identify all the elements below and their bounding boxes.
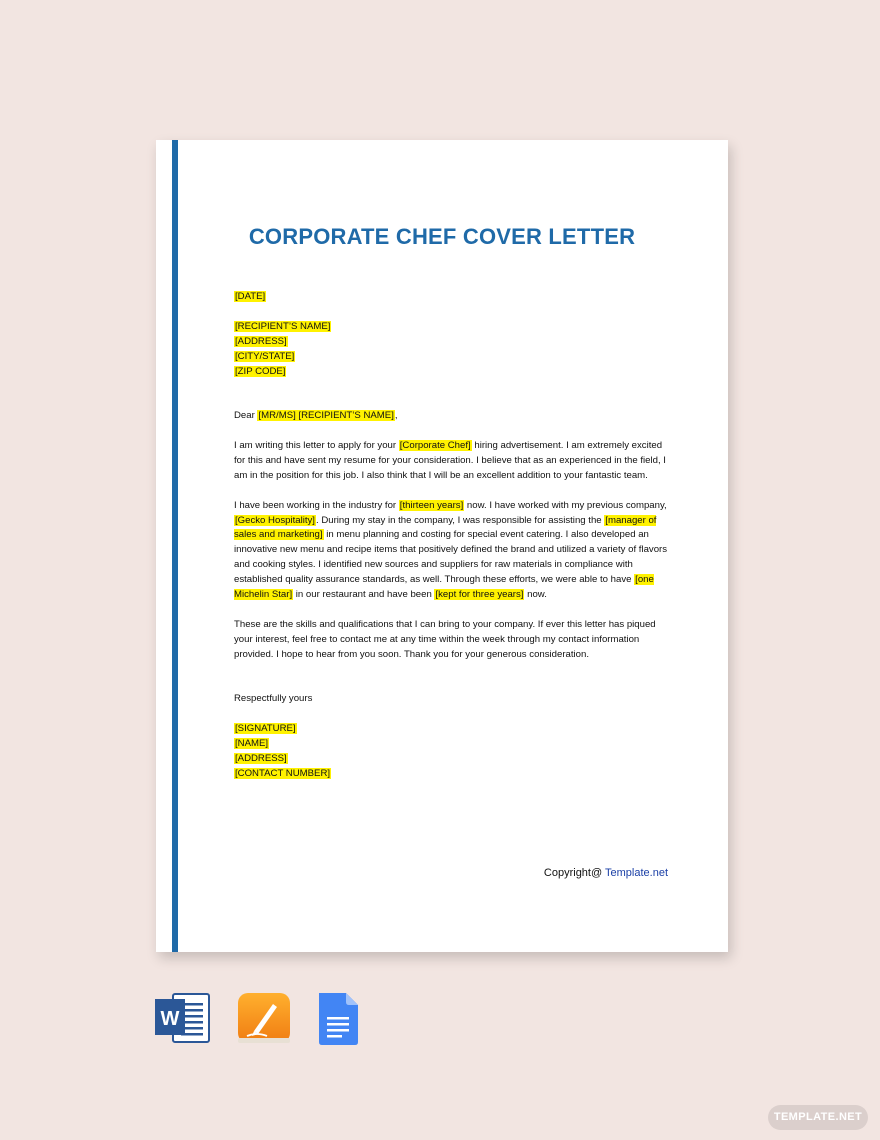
copyright-notice: Copyright@ Template.net — [543, 867, 668, 879]
closing: Respectfully yours — [234, 693, 313, 705]
google-docs-icon[interactable] — [317, 992, 359, 1051]
position-placeholder: [Corporate Chef] — [399, 440, 471, 452]
template-net-badge[interactable]: TEMPLATE.NET — [768, 1105, 868, 1130]
award-placeholder: [one Michelin Star] — [234, 574, 654, 601]
date-placeholder: [DATE] — [235, 291, 266, 302]
duration-placeholder: [kept for three years] — [435, 589, 524, 601]
sender-name-placeholder: [NAME] — [235, 738, 269, 750]
salutation-placeholder: [MR/MS] [RECIPIENT’S NAME] — [258, 410, 394, 422]
signature-placeholder: [SIGNATURE] — [235, 723, 296, 735]
role-placeholder: [manager of sales and marketing] — [234, 514, 657, 541]
recipient-city-state-placeholder: [CITY/STATE] — [235, 350, 295, 362]
pages-icon[interactable] — [237, 992, 291, 1051]
salutation: Dear [MR/MS] [RECIPIENT’S NAME], — [234, 410, 398, 422]
recipient-zip-placeholder: [ZIP CODE] — [235, 365, 286, 377]
copyright-link[interactable]: Template.net — [605, 867, 668, 879]
word-icon[interactable] — [155, 992, 211, 1049]
paragraph-2: I have been working in the industry for [thirteen years] now. I have worked with my previous company, [Gecko Hospitality]. During my stay in the company, I was responsible for assisting the [manager of sales and marketing] in menu planning and costing for special event catering. I also developed an innovative new menu and recipe items that positively defined the brand and utilized a variety of flavors and cooking styles. I identified new sources and suppliers for raw materials in compliance with established quality assurance standards, as well. Through these efforts, we were able to have [one Michelin Star] in our restaurant and have been [kept for three years] now. — [234, 499, 668, 601]
paragraph-1: I am writing this letter to apply for your [Corporate Chef] hiring advertisement. I am extremely excited for this and have sent my resume for your consideration. I believe that as an experienced in the field, I am in the position for this job. I also think that I will be an excellent addition to your fantastic team. — [234, 440, 666, 481]
company-placeholder: [Gecko Hospitality] — [235, 514, 315, 526]
contact-number-placeholder: [CONTACT NUMBER] — [235, 767, 331, 779]
letter-page — [156, 140, 728, 952]
years-placeholder: [thirteen years] — [399, 499, 464, 511]
letter-body — [234, 290, 674, 782]
page-accent-bar — [172, 140, 178, 952]
recipient-address-placeholder: [ADDRESS] — [235, 335, 287, 347]
sender-address-placeholder: [ADDRESS] — [235, 752, 287, 764]
page-title: CORPORATE CHEF COVER LETTER — [248, 224, 636, 249]
paragraph-3: These are the skills and qualifications that I can bring to your company. If ever this letter has piqued your interest, feel free to contact me at any time within the week through my contact information provided. I hope to hear from you soon. Thank you for your generous consideration. — [234, 618, 656, 660]
word-icon-letter: W — [160, 1008, 180, 1030]
recipient-name-placeholder: [RECIPIENT’S NAME] — [235, 320, 331, 332]
